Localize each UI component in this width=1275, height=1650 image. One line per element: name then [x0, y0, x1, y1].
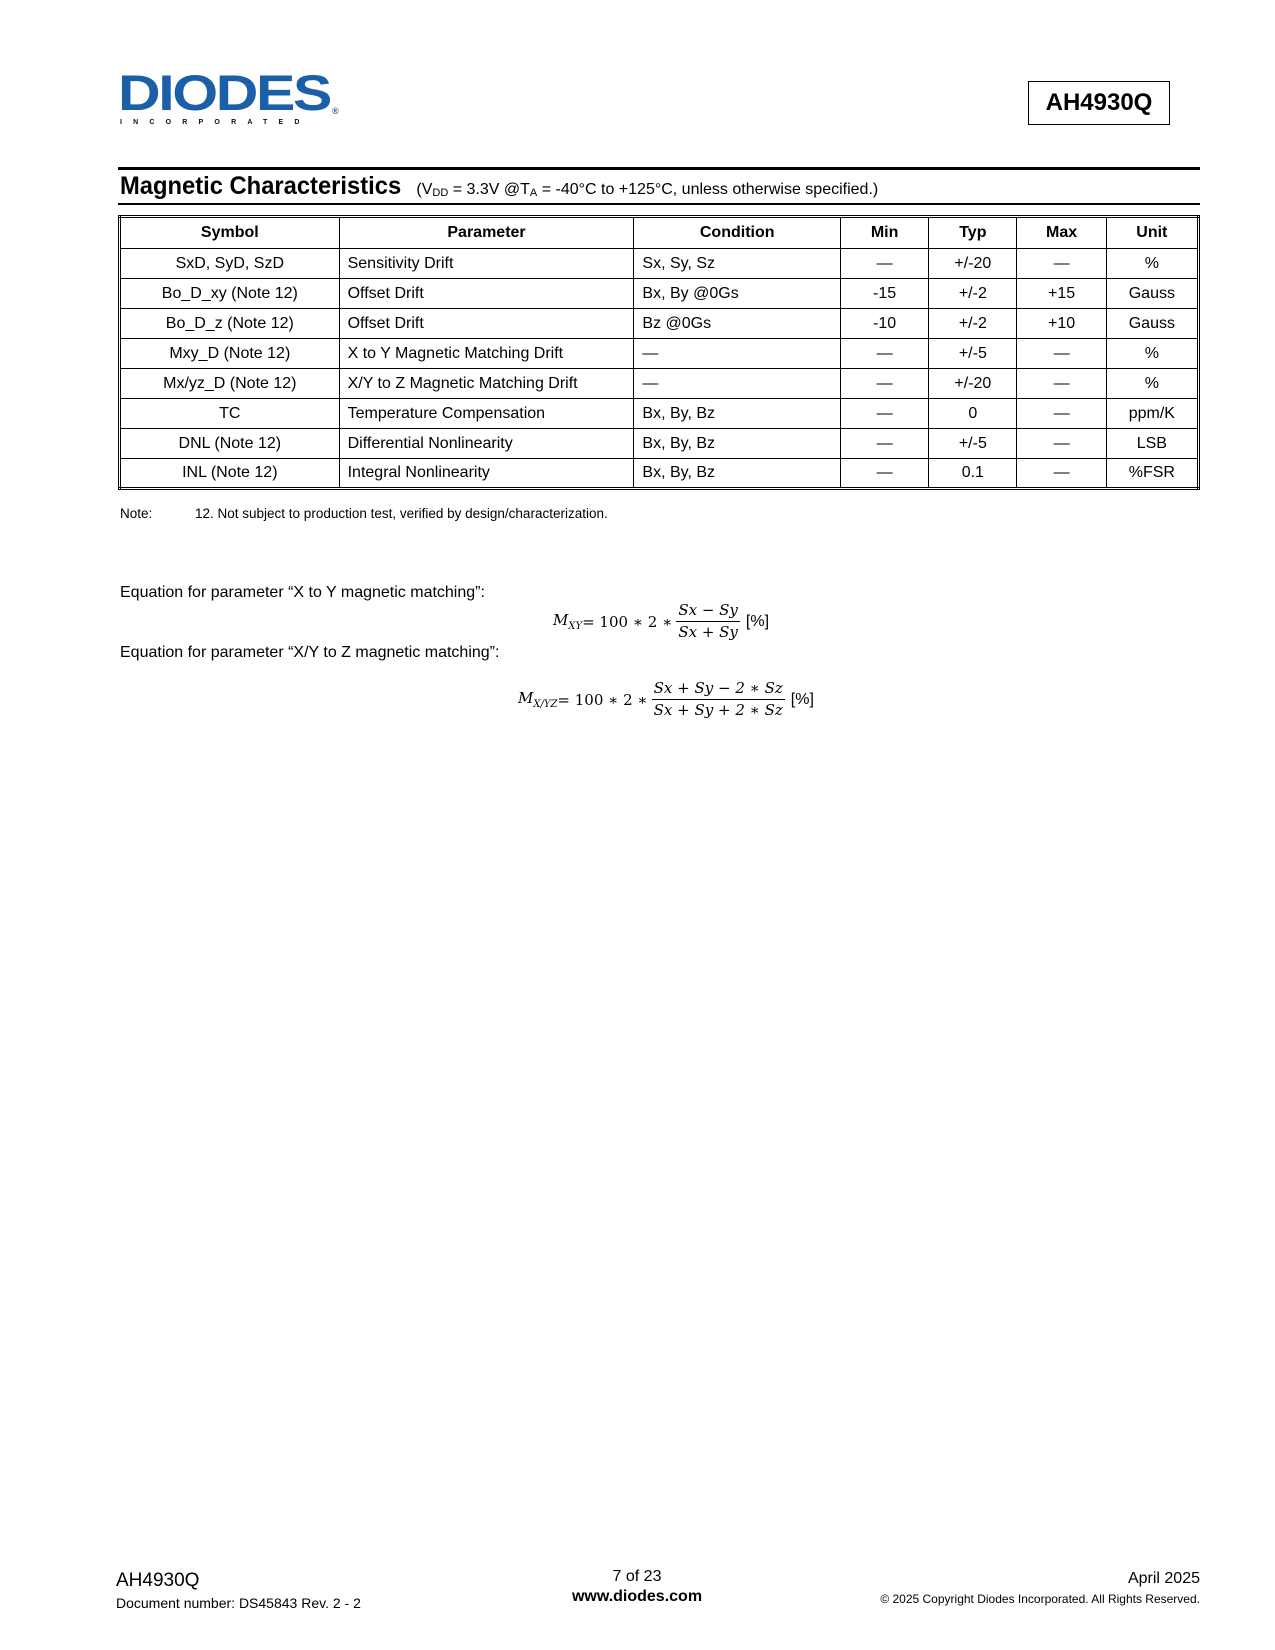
cell-symbol: SxD, SyD, SzD — [120, 249, 340, 279]
cell-min: — — [840, 429, 928, 459]
cell-unit: % — [1106, 249, 1198, 279]
cell-parameter: Integral Nonlinearity — [339, 459, 634, 489]
table-row — [120, 399, 1199, 429]
footer-part-number: AH4930Q — [116, 1570, 200, 1591]
table-note — [120, 506, 608, 521]
equation-xyz-variable: $M_{X/YZ}$ — [518, 689, 558, 710]
footer-copyright: © 2025 Copyright Diodes Incorporated. All Rights Reserved. — [880, 1592, 1200, 1606]
cell-max: — — [1017, 399, 1106, 429]
table-row — [120, 249, 1199, 279]
section-top-rule — [118, 167, 1200, 170]
cell-symbol: Bo_D_z (Note 12) — [120, 309, 340, 339]
cell-min: — — [840, 339, 928, 369]
header-typ: Typ — [929, 217, 1017, 249]
cell-condition: Bx, By, Bz — [634, 399, 841, 429]
cell-max: — — [1017, 369, 1106, 399]
cell-max: — — [1017, 429, 1106, 459]
cell-min: -10 — [840, 309, 928, 339]
section-conditions: ($V_{DD} = 3.3V$ $@T_A = -40^\circ C$ to +125°C, unless otherwise specified.) — [416, 181, 879, 199]
cell-typ: 0 — [929, 399, 1017, 429]
section-title: Magnetic Characteristics — [120, 172, 402, 200]
diodes-logo — [118, 65, 343, 126]
cell-condition: Sx, Sy, Sz — [634, 249, 841, 279]
cell-condition: Bz @0Gs — [634, 309, 841, 339]
cell-typ: +/-5 — [929, 339, 1017, 369]
cell-min: — — [840, 369, 928, 399]
cell-min: — — [840, 459, 928, 489]
cell-parameter: Differential Nonlinearity — [339, 429, 634, 459]
header-max: Max — [1017, 217, 1106, 249]
magnetic-characteristics-table — [118, 215, 1200, 490]
equation-label-xy: Equation for parameter “X to Y magnetic matching”: — [120, 584, 485, 601]
cell-typ: +/-2 — [929, 309, 1017, 339]
equation-xy-matching — [553, 600, 769, 643]
cell-unit: %FSR — [1106, 459, 1198, 489]
cell-typ: +/-2 — [929, 279, 1017, 309]
section-heading — [120, 172, 878, 201]
cell-typ: +/-20 — [929, 369, 1017, 399]
table-row — [120, 369, 1199, 399]
cell-typ: 0.1 — [929, 459, 1017, 489]
cell-typ: +/-5 — [929, 429, 1017, 459]
cell-parameter: X to Y Magnetic Matching Drift — [339, 339, 634, 369]
table-header-row — [120, 217, 1199, 249]
equation-xy-variable: $M_{XY}$ — [553, 611, 583, 632]
table-row — [120, 339, 1199, 369]
cell-symbol: TC — [120, 399, 340, 429]
cell-parameter: Offset Drift — [339, 279, 634, 309]
note-text: 12. Not subject to production test, verified by design/characterization. — [195, 506, 608, 521]
cell-parameter: Offset Drift — [339, 309, 634, 339]
equation-xyz-matching — [518, 678, 814, 721]
cell-max: — — [1017, 459, 1106, 489]
cell-max: — — [1017, 339, 1106, 369]
cell-max: +15 — [1017, 279, 1106, 309]
cell-unit: Gauss — [1106, 309, 1198, 339]
header-min: Min — [840, 217, 928, 249]
equation-xy-fraction — [676, 600, 740, 643]
header-symbol: Symbol — [120, 217, 340, 249]
equation-xy-numerator: Sx − Sy — [678, 601, 738, 619]
cell-unit: % — [1106, 369, 1198, 399]
header-condition: Condition — [634, 217, 841, 249]
cell-min: -15 — [840, 279, 928, 309]
cell-max: +10 — [1017, 309, 1106, 339]
cell-max: — — [1017, 249, 1106, 279]
cell-symbol: Mx/yz_D (Note 12) — [120, 369, 340, 399]
equation-xyz-unit: [%] — [790, 690, 814, 708]
cell-unit: Gauss — [1106, 279, 1198, 309]
equation-xy-denominator: Sx + Sy — [678, 623, 738, 641]
logo-wordmark: DIODES — [118, 65, 331, 121]
cell-symbol: DNL (Note 12) — [120, 429, 340, 459]
cell-parameter: Temperature Compensation — [339, 399, 634, 429]
note-label: Note: — [120, 506, 153, 521]
equation-xyz-fraction — [652, 678, 785, 721]
cell-min: — — [840, 399, 928, 429]
logo-subtext: INCORPORATED — [120, 119, 311, 126]
header-parameter: Parameter — [339, 217, 634, 249]
cell-parameter: X/Y to Z Magnetic Matching Drift — [339, 369, 634, 399]
equation-xy-coefficient: = 100 ∗ 2 ∗ — [582, 612, 673, 631]
footer-document-number: Document number: DS45843 Rev. 2 - 2 — [116, 1595, 361, 1611]
equation-xyz-coefficient: = 100 ∗ 2 ∗ — [557, 690, 648, 709]
cell-symbol: Bo_D_xy (Note 12) — [120, 279, 340, 309]
table-row — [120, 459, 1199, 489]
cell-parameter: Sensitivity Drift — [339, 249, 634, 279]
cell-condition: — — [634, 369, 841, 399]
equation-xyz-numerator: Sx + Sy − 2 ∗ Sz — [653, 679, 783, 697]
cell-unit: ppm/K — [1106, 399, 1198, 429]
footer-page-number: 7 of 23 — [612, 1568, 662, 1585]
cell-condition: Bx, By, Bz — [634, 459, 841, 489]
cell-symbol: INL (Note 12) — [120, 459, 340, 489]
logo-registered-mark: ® — [332, 106, 339, 116]
equation-xy-unit: [%] — [745, 612, 770, 630]
section-bottom-rule — [118, 203, 1200, 205]
table-row — [120, 279, 1199, 309]
footer-website-link[interactable]: www.diodes.com — [571, 1588, 703, 1605]
part-number-box: AH4930Q — [1028, 81, 1170, 125]
cell-condition: Bx, By @0Gs — [634, 279, 841, 309]
cell-condition: — — [634, 339, 841, 369]
footer-date: April 2025 — [1127, 1570, 1200, 1587]
equation-xyz-denominator: Sx + Sy + 2 ∗ Sz — [653, 701, 783, 719]
header-unit: Unit — [1106, 217, 1198, 249]
cell-unit: % — [1106, 339, 1198, 369]
cell-condition: Bx, By, Bz — [634, 429, 841, 459]
cell-unit: LSB — [1106, 429, 1198, 459]
cell-symbol: Mxy_D (Note 12) — [120, 339, 340, 369]
cell-typ: +/-20 — [929, 249, 1017, 279]
table-row — [120, 429, 1199, 459]
equation-label-xyz: Equation for parameter “X/Y to Z magnetic matching”: — [120, 644, 500, 661]
cell-min: — — [840, 249, 928, 279]
table-row — [120, 309, 1199, 339]
